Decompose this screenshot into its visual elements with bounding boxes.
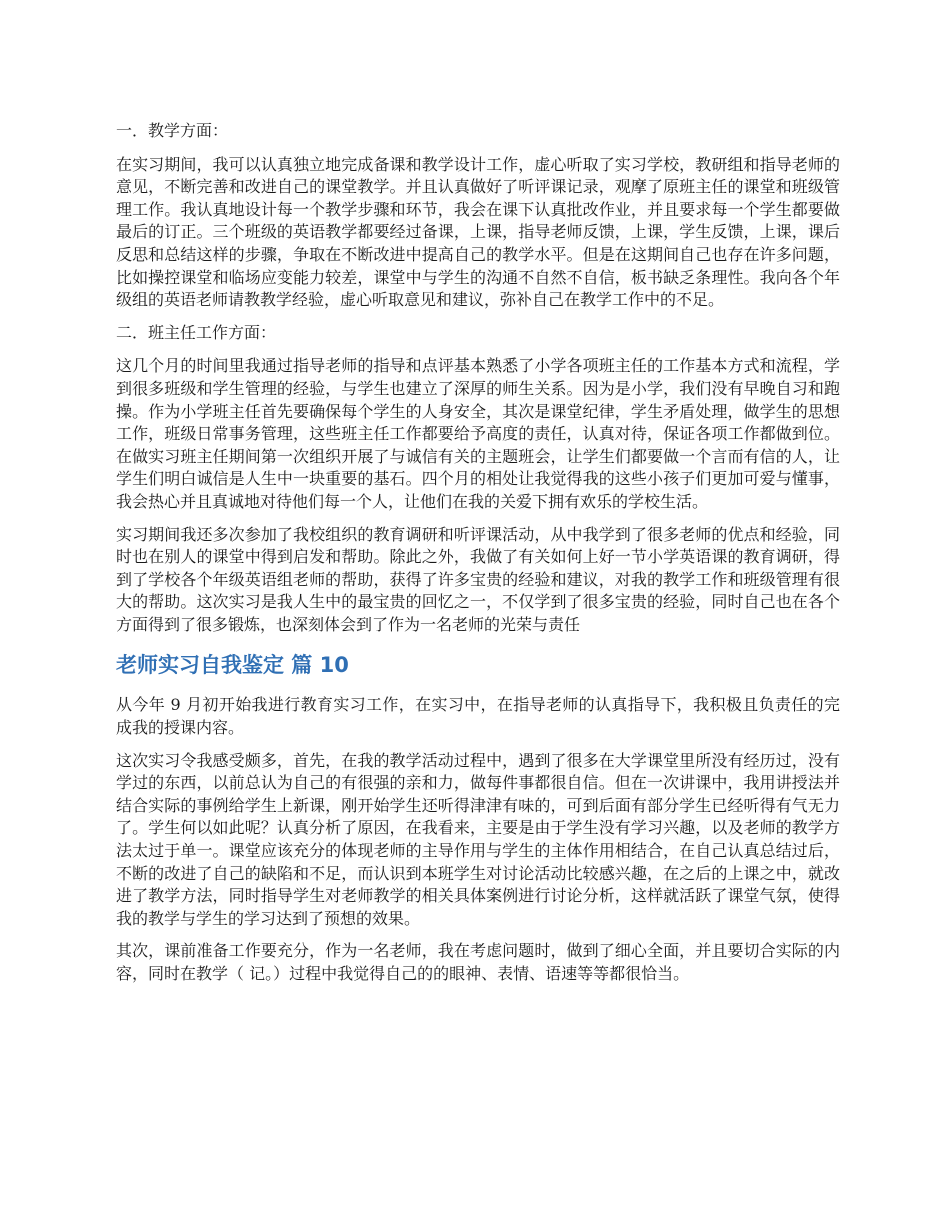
article-paragraph: 这次实习令我感受颇多，首先，在我的教学活动过程中，遇到了很多在大学课堂里所没有经历过，没有学过的东西，以前总认为自己的有很强的亲和力，做每件事都很自信。但在一次讲课中，我用讲授法并结合实际的事例给学生上新课，刚开始学生还听得津津有味的，可到后面有部分学生已经听得有气无力了。学生何以如此呢？认真分析了原因，在我看来，主要是由于学生没有学习兴趣，以及老师的教学方法太过于单一。课堂应该充分的体现老师的主导作用与学生的主体作用相结合，在自己认真总结过后，不断的改进了自己的缺陷和不足，而认识到本班学生对讨论活动比较感兴趣，在之后的上课之中，就改进了教学方法，同时指导学生对老师教学的相关具体案例进行讨论分析，这样就活跃了课堂气氛，使得我的教学与学生的学习达到了预想的效果。 bbox=[116, 750, 840, 928]
article-paragraph: 从今年 9 月初开始我进行教育实习工作，在实习中，在指导老师的认真指导下，我积极且负责任的完成我的授课内容。 bbox=[116, 695, 840, 738]
document-page bbox=[116, 120, 840, 996]
paragraph-class-teacher: 这几个月的时间里我通过指导老师的指导和点评基本熟悉了小学各项班主任的工作基本方式和流程，学到很多班级和学生管理的经验，与学生也建立了深厚的师生关系。因为是小学，我们没有早晚自习和跑操。作为小学班主任首先要确保每个学生的人身安全，其次是课堂纪律，学生矛盾处理，做学生的思想工作，班级日常事务管理，这些班主任工作都要给予高度的责任，认真对待，保证各项工作都做到位。在做实习班主任期间第一次组织开展了与诚信有关的主题班会，让学生们都要做一个言而有信的人，让学生们明白诚信是人生中一块重要的基石。四个月的相处让我觉得我的这些小孩子们更加可爱与懂事，我会热心并且真诚地对待他们每一个人，让他们在我的关爱下拥有欢乐的学校生活。 bbox=[116, 356, 840, 511]
section-heading-class-teacher: 二．班主任工作方面： bbox=[116, 322, 277, 342]
section-heading-teaching: 一．教学方面： bbox=[116, 121, 229, 140]
article-title: 老师实习自我鉴定 篇 10 bbox=[116, 653, 349, 678]
paragraph-activities: 实习期间我还多次参加了我校组织的教育调研和听评课活动，从中我学到了很多老师的优点和经验，同时也在别人的课堂中得到启发和帮助。除此之外，我做了有关如何上好一节小学英语课的教育调研，得到了学校各个年级英语组老师的帮助，获得了许多宝贵的经验和建议，对我的教学工作和班级管理有很大的帮助。这次实习是我人生中的最宝贵的回忆之一，不仅学到了很多宝贵的经验，同时自己也在各个方面得到了很多锻炼，也深刻体会到了作为一名老师的光荣与责任 bbox=[116, 524, 840, 634]
article-paragraph: 其次，课前准备工作要充分，作为一名老师，我在考虑问题时，做到了细心全面，并且要切合实际的内容，同时在教学（ 记。）过程中我觉得自己的的眼神、表情、语速等等都很恰当。 bbox=[116, 941, 840, 983]
paragraph-teaching: 在实习期间，我可以认真独立地完成备课和教学设计工作，虚心听取了实习学校，教研组和指导老师的意见，不断完善和改进自己的课堂教学。并且认真做好了听评课记录，观摩了原班主任的课堂和班级管理工作。我认真地设计每一个教学步骤和环节，我会在课下认真批改作业，并且要求每一个学生都要做最后的订正。三个班级的英语教学都要经过备课，上课，指导老师反馈，上课，学生反馈，上课，课后反思和总结这样的步骤，争取在不断改进中提高自己的教学水平。但是在这期间自己也存在许多问题，比如操控课堂和临场应变能力较差，课堂中与学生的沟通不自然不自信，板书缺乏条理性。我向各个年级组的英语老师请教教学经验，虚心听取意见和建议，弥补自己在教学工作中的不足。 bbox=[116, 154, 840, 310]
